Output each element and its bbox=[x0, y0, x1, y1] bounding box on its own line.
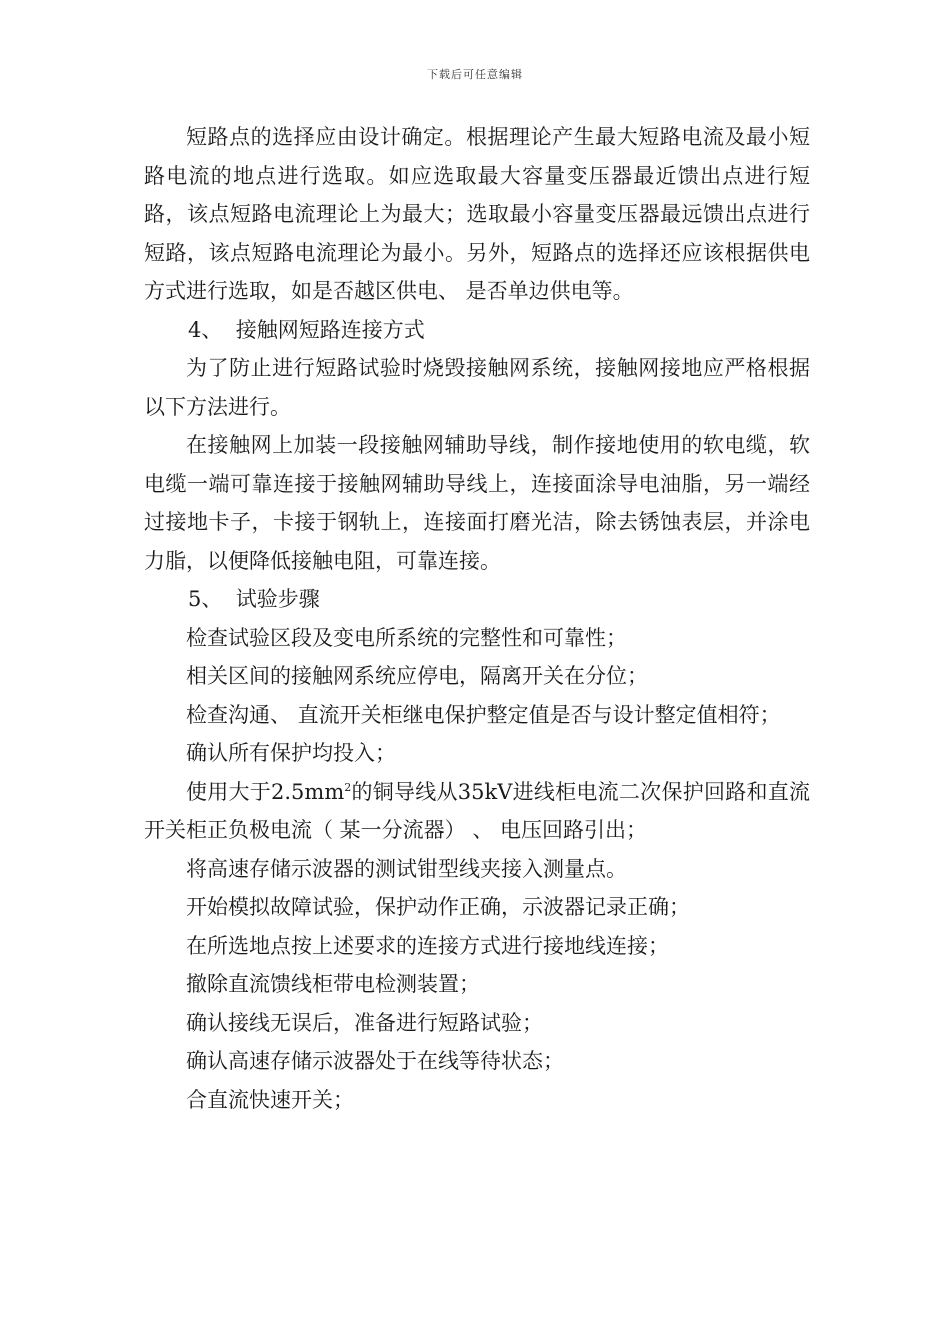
step-item: 检查沟通、 直流开关柜继电保护整定值是否与设计整定值相符； bbox=[186, 702, 781, 727]
step-item: 将高速存储示波器的测试钳型线夹接入测量点。 bbox=[186, 856, 627, 881]
step-item-wire bbox=[144, 773, 810, 850]
step-text-part: 使用大于2.5mm bbox=[186, 779, 345, 804]
paragraph-grounding-method: 在接触网上加装一段接触网辅助导线，制作接地使用的软电缆，软电缆一端可靠连接于接触网辅助导线上，连接面涂导电油脂，另一端经过接地卡子，卡接于钢轨上，连接面打磨光洁，除去锈蚀表层，并涂电力脂，以便降低接触电阻，可靠连接。 bbox=[144, 433, 810, 573]
step-item: 确认高速存储示波器处于在线等待状态； bbox=[186, 1049, 564, 1073]
superscript-two: 2 bbox=[344, 780, 352, 794]
step-item: 检查试验区段及变电所系统的完整性和可靠性； bbox=[186, 625, 627, 650]
step-item: 确认接线无误后，准备进行短路试验； bbox=[186, 1010, 543, 1035]
step-text-part: 的铜导线从35kV进线柜电流二次保护回路和直流开关柜正负极电流（ 某一分流器） 、 电压回路引出； bbox=[144, 779, 810, 842]
document-body bbox=[144, 118, 810, 1119]
page-header-note: 下载后可任意编辑 bbox=[427, 68, 523, 81]
step-item: 相关区间的接触网系统应停电，隔离开关在分位； bbox=[186, 664, 648, 688]
section-heading-connection-method: 4、 接触网短路连接方式 bbox=[188, 317, 425, 342]
step-item: 在所选地点按上述要求的连接方式进行接地线连接； bbox=[186, 933, 669, 958]
step-item: 撤除直流馈线柜带电检测装置； bbox=[186, 972, 480, 996]
step-item: 确认所有保护均投入； bbox=[186, 741, 396, 765]
step-item: 合直流快速开关； bbox=[186, 1087, 354, 1112]
section-heading-test-steps: 5、 试验步骤 bbox=[188, 587, 320, 611]
paragraph-short-circuit-point: 短路点的选择应由设计确定。根据理论产生最大短路电流及最小短路电流的地点进行选取。如应选取最大容量变压器最近馈出点进行短路，该点短路电流理论上为最大；选取最小容量变压器最远馈出点进行短路，该点短路电流理论为最小。另外，短路点的选择还应该根据供电方式进行选取，如是否越区供电、 是否单边供电等。 bbox=[144, 125, 810, 303]
step-item: 开始模拟故障试验，保护动作正确，示波器记录正确； bbox=[186, 895, 690, 919]
paragraph-grounding-intro: 为了防止进行短路试验时烧毁接触网系统，接触网接地应严格根据以下方法进行。 bbox=[144, 356, 810, 419]
